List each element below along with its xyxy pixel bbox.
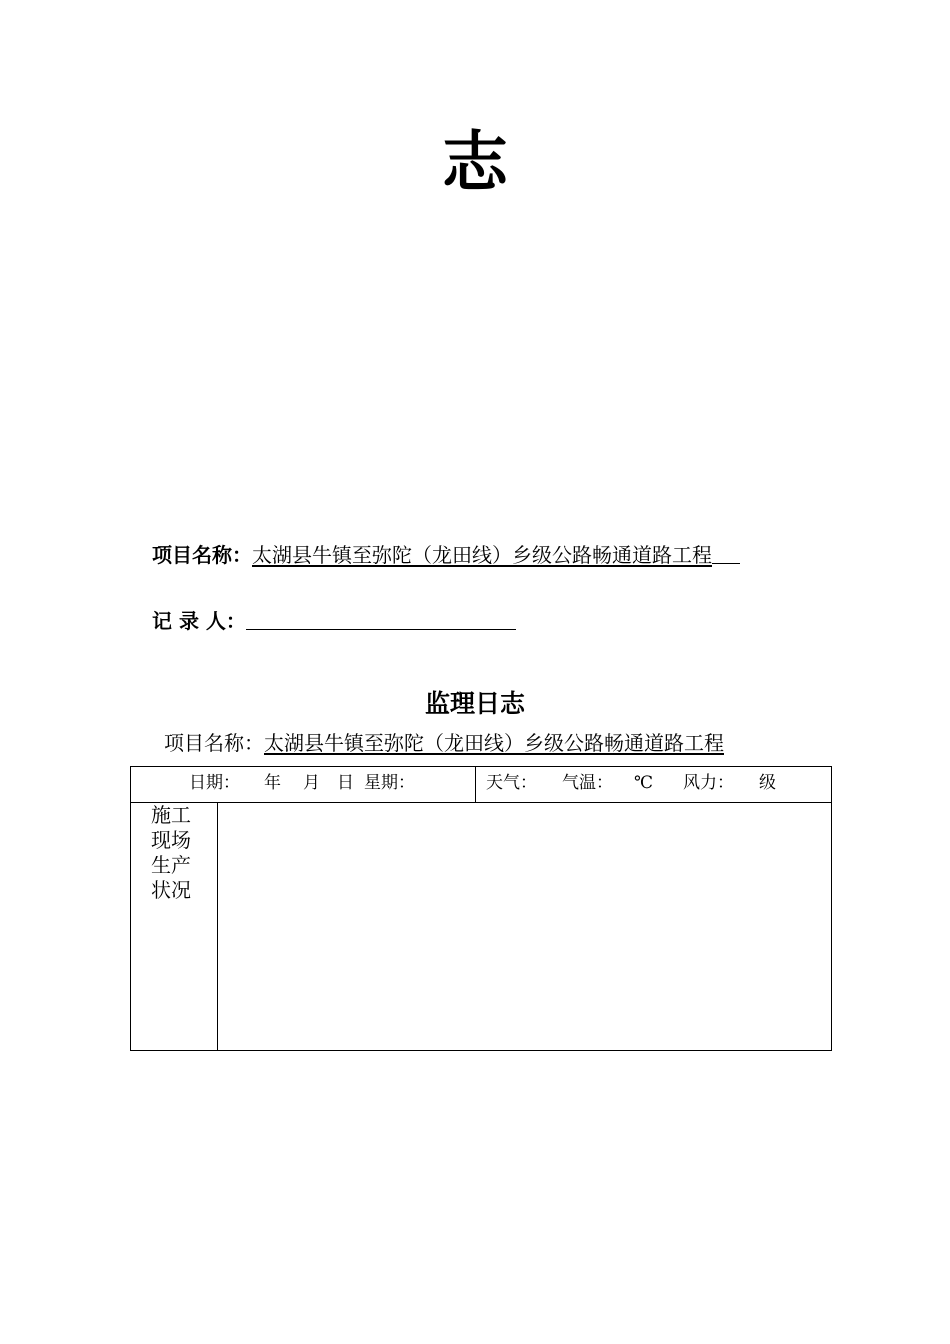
month-label: 月 [303, 773, 320, 793]
cover-title-char: 志 [442, 124, 508, 201]
cover-recorder-blank[interactable] [246, 609, 516, 630]
cover-recorder-label: 记 录 人： [152, 609, 246, 633]
wind-unit: 级 [759, 773, 776, 793]
year-label: 年 [264, 773, 281, 793]
site-status-label: 施工现场生产状况 [151, 803, 191, 902]
date-label: 日期： [189, 773, 240, 793]
day-label: 日 [337, 773, 354, 793]
log-table [130, 766, 832, 1051]
cover-recorder-line [152, 606, 516, 636]
log-title: 监理日志 [424, 689, 525, 718]
site-status-label-cell [131, 803, 218, 1050]
log-project-line [164, 729, 724, 757]
cover-project-underline [712, 543, 740, 564]
weekday-label: 星期： [364, 773, 415, 793]
temperature-label: 气温： [562, 773, 613, 793]
cover-project-label: 项目名称： [152, 543, 252, 567]
date-cell[interactable] [131, 767, 476, 802]
wind-label: 风力： [683, 773, 734, 793]
log-header-row [131, 767, 831, 803]
log-project-value: 太湖县牛镇至弥陀（龙田线）乡级公路畅通道路工程 [264, 731, 724, 755]
cover-project-value: 太湖县牛镇至弥陀（龙田线）乡级公路畅通道路工程 [252, 543, 712, 567]
weather-cell[interactable] [476, 767, 831, 802]
site-status-content[interactable] [218, 803, 831, 1050]
weather-label: 天气： [486, 773, 537, 793]
log-project-label: 项目名称： [164, 731, 264, 755]
temperature-unit: ℃ [634, 773, 654, 793]
cover-project-line [152, 540, 740, 570]
